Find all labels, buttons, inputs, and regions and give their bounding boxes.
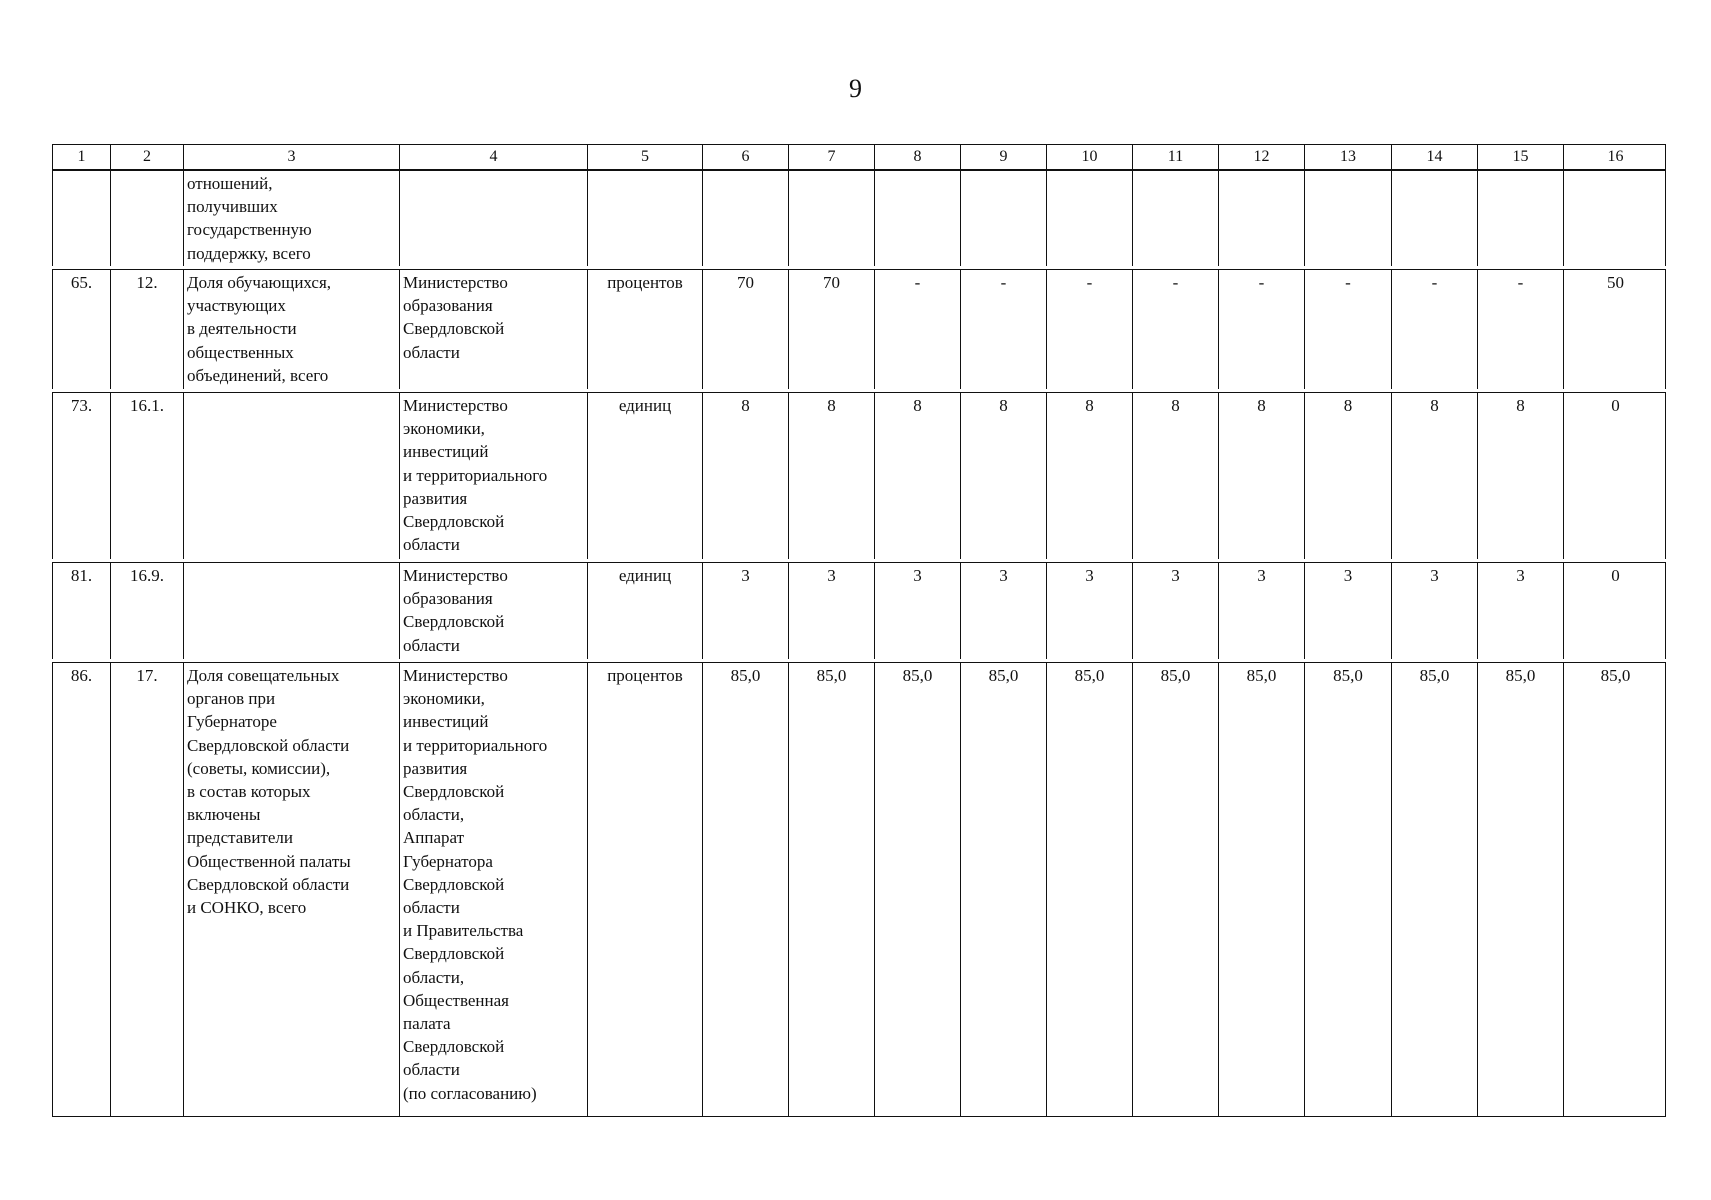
header-cell: 9: [961, 145, 1047, 169]
value-cell: -: [1305, 270, 1392, 389]
table-cell: [1392, 171, 1478, 266]
header-cell: 13: [1305, 145, 1392, 169]
header-cell: 16: [1607, 148, 1624, 165]
row-number-cell: 65.: [53, 270, 111, 389]
value-cell: 8: [1392, 393, 1478, 559]
indicator-name-cell: отношений, получивших государственную поддержку, всего: [184, 171, 400, 266]
value-cell: 8: [961, 393, 1047, 559]
table-cell: [53, 171, 111, 266]
header-cell: 5: [588, 145, 703, 169]
value-cell: 70: [703, 270, 789, 389]
value-cell: 85,0: [789, 663, 875, 1116]
value-cell: 85,0: [1133, 663, 1219, 1116]
table-row: [52, 562, 1666, 659]
responsible-org-cell: Министерство образования Свердловской области: [400, 563, 588, 659]
row-code-cell: 17.: [111, 663, 184, 1116]
value-cell: 70: [789, 270, 875, 389]
value-cell: 85,0: [1305, 663, 1392, 1116]
value-cell: 85,0: [961, 663, 1047, 1116]
table-cell: [1478, 171, 1564, 266]
value-cell: 3: [1047, 563, 1133, 659]
responsible-org-cell: Министерство экономики, инвестиций и территориального развития Свердловской области: [400, 393, 588, 559]
value-cell: 85,0: [1047, 663, 1133, 1116]
value-cell: -: [1047, 270, 1133, 389]
table-cell: [1564, 171, 1667, 266]
unit-cell: процентов: [588, 663, 703, 1116]
table-cell: [400, 171, 588, 266]
value-cell: 0: [1611, 566, 1620, 585]
table-row-carryover: [52, 170, 1666, 266]
responsible-org-cell: Министерство экономики, инвестиций и территориального развития Свердловской области, Аппарат Губернатора Свердловской области и Правительства Свердловской области, Общественная палата Свердловской области (по согласованию): [400, 663, 588, 1116]
header-cell: 11: [1133, 145, 1219, 169]
header-cell: 14: [1392, 145, 1478, 169]
header-cell: 6: [703, 145, 789, 169]
value-cell: 3: [1305, 563, 1392, 659]
value-cell: 8: [1047, 393, 1133, 559]
value-cell: 3: [875, 563, 961, 659]
value-cell: 50: [1607, 273, 1624, 292]
value-cell: 3: [961, 563, 1047, 659]
table-cell: [1219, 171, 1305, 266]
row-number-cell: 73.: [53, 393, 111, 559]
value-cell: 85,0: [875, 663, 961, 1116]
value-cell: 8: [1305, 393, 1392, 559]
value-cell: 8: [703, 393, 789, 559]
header-cell: 7: [789, 145, 875, 169]
value-cell: 8: [875, 393, 961, 559]
value-cell: 8: [1478, 393, 1564, 559]
value-cell: 85,0: [1392, 663, 1478, 1116]
row-code-cell: 16.1.: [111, 393, 184, 559]
row-code-cell: 12.: [111, 270, 184, 389]
table-cell: [1133, 171, 1219, 266]
unit-cell: процентов: [588, 270, 703, 389]
table-cell: [961, 171, 1047, 266]
value-cell: 0: [1611, 396, 1620, 415]
table-header-row: [52, 144, 1666, 170]
header-cell: 1: [53, 145, 111, 169]
value-cell: -: [1478, 270, 1564, 389]
indicator-name-cell: Доля обучающихся, участвующих в деятельности общественных объединений, всего: [184, 270, 400, 389]
header-cell: 3: [184, 145, 400, 169]
table-row: [52, 269, 1666, 389]
header-cell: 10: [1047, 145, 1133, 169]
header-cell: 12: [1219, 145, 1305, 169]
value-cell: 85,0: [1478, 663, 1564, 1116]
value-cell: -: [1392, 270, 1478, 389]
value-cell: 8: [789, 393, 875, 559]
value-cell: 3: [1133, 563, 1219, 659]
table-cell: [875, 171, 961, 266]
value-cell: 85,0: [703, 663, 789, 1116]
value-cell: -: [1133, 270, 1219, 389]
row-code-cell: 16.9.: [111, 563, 184, 659]
header-cell: 15: [1478, 145, 1564, 169]
table-cell: [588, 171, 703, 266]
value-cell: -: [875, 270, 961, 389]
table-cell: [703, 171, 789, 266]
header-cell: 4: [400, 145, 588, 169]
value-cell: 3: [789, 563, 875, 659]
row-number-cell: 86.: [53, 663, 111, 1116]
indicator-name-cell: [184, 393, 400, 559]
table-cell: [789, 171, 875, 266]
table-row: [52, 662, 1666, 1117]
value-cell: -: [1219, 270, 1305, 389]
value-cell: 85,0: [1219, 663, 1305, 1116]
value-cell: -: [961, 270, 1047, 389]
indicators-table: [52, 144, 1666, 1117]
header-cell: 2: [111, 145, 184, 169]
table-row: [52, 392, 1666, 559]
table-cell: [1047, 171, 1133, 266]
unit-cell: единиц: [588, 393, 703, 559]
value-cell: 85,0: [1600, 666, 1631, 685]
value-cell: 8: [1219, 393, 1305, 559]
value-cell: 3: [1219, 563, 1305, 659]
value-cell: 3: [1478, 563, 1564, 659]
row-number-cell: 81.: [53, 563, 111, 659]
indicator-name-cell: Доля совещательных органов при Губернаторе Свердловской области (советы, комиссии), в состав которых включены представители Общественной палаты Свердловской области и СОНКО, всего: [184, 663, 400, 1116]
value-cell: 3: [703, 563, 789, 659]
value-cell: 8: [1133, 393, 1219, 559]
header-cell: 8: [875, 145, 961, 169]
responsible-org-cell: Министерство образования Свердловской области: [400, 270, 588, 389]
value-cell: 3: [1392, 563, 1478, 659]
page-number: 9: [849, 74, 862, 103]
unit-cell: единиц: [588, 563, 703, 659]
table-cell: [1305, 171, 1392, 266]
table-cell: [111, 171, 184, 266]
indicator-name-cell: [184, 563, 400, 659]
